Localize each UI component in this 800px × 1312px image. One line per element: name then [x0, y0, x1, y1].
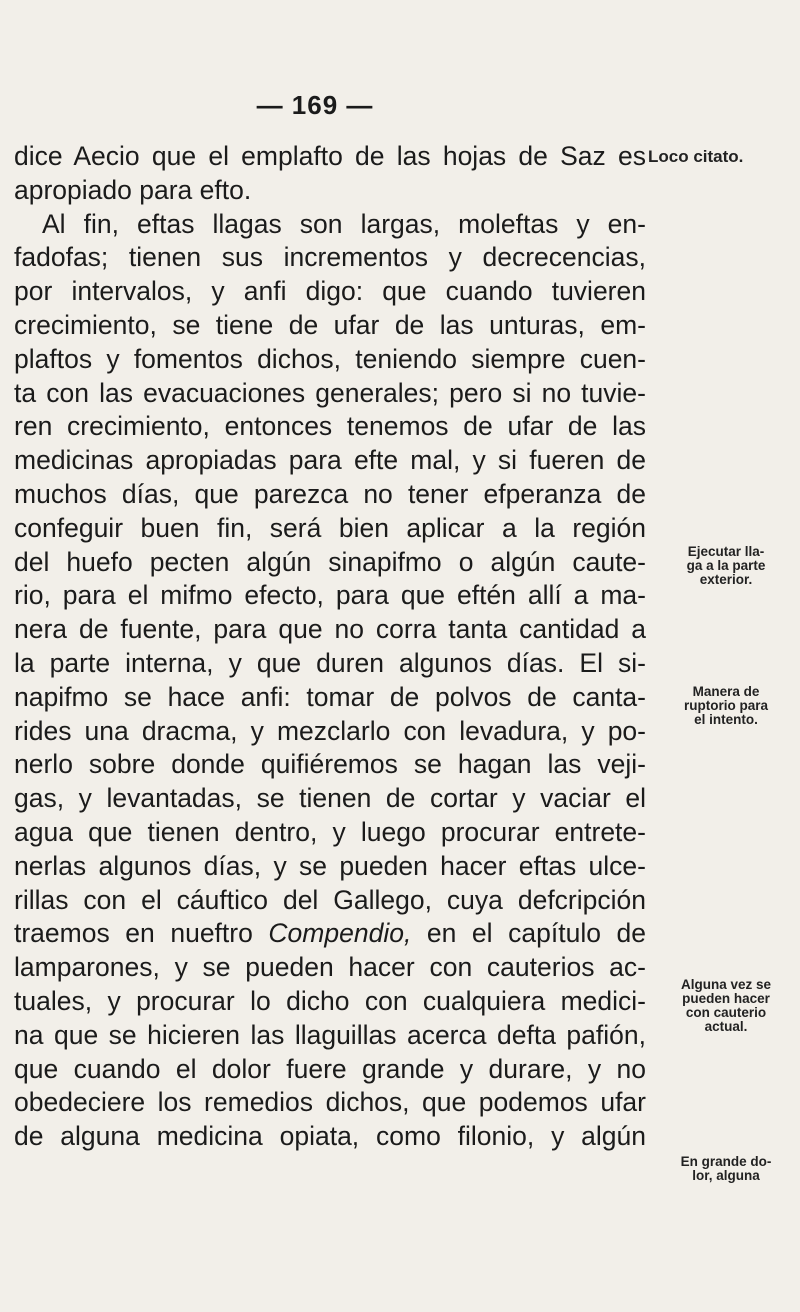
text-line: lamparones, y se pueden hacer con cauterios ac- — [14, 952, 646, 983]
text-line: na que se hicieren las llaguillas acerca defta pafión, — [14, 1019, 646, 1050]
text-line: obedeciere los remedios dichos, que podemos ufar — [14, 1087, 646, 1118]
text-line: tuales, y procurar lo dicho con cualquiera medici- — [14, 985, 646, 1016]
margin-note-manera — [652, 685, 800, 727]
text-line: Al fin, eftas llagas son largas, moleftas y en- — [42, 208, 646, 239]
text-line: nerlo sobre donde quifiéremos se hagan las veji- — [14, 749, 646, 780]
margin-note-line: lor, alguna — [692, 1168, 760, 1183]
text-line: nerlas algunos días, y se pueden hacer eftas ulce- — [14, 850, 646, 881]
text-line: que cuando el dolor fuere grande y durare, y no — [14, 1053, 646, 1084]
text-line: rio, para el mifmo efecto, para que eftén allí a ma- — [14, 580, 646, 611]
text-line: gas, y levantadas, se tienen de cortar y vaciar el — [14, 783, 646, 814]
margin-note-alguna-vez — [652, 978, 800, 1034]
text-line — [14, 917, 646, 951]
margin-note-grande-dolor — [652, 1155, 800, 1183]
text-line: medicinas apropiadas para efte mal, y si fueren de — [14, 445, 646, 476]
page-number: — 169 — — [256, 90, 374, 120]
text-line: rillas con el cáuftico del Gallego, cuya defcripción — [14, 884, 646, 915]
text-line: plaftos y fomentos dichos, teniendo siempre cuen- — [14, 343, 646, 374]
margin-note-line: actual. — [704, 1019, 748, 1034]
text-segment: en el capítulo de — [411, 918, 646, 949]
text-line: por intervalos, y anfi digo: que cuando tuvieren — [14, 276, 646, 307]
margin-note-line: Manera de — [692, 684, 760, 699]
margin-note-line: Ejecutar lla- — [687, 544, 765, 559]
margin-note-line: el intento. — [694, 712, 758, 727]
text-line: fadofas; tienen sus incrementos y decrecencias, — [14, 242, 646, 273]
margin-note-line: En grande do- — [680, 1154, 772, 1169]
margin-note-line: ga a la parte — [686, 558, 766, 573]
italic-title: Compendio, — [268, 918, 412, 949]
margin-note-line: exterior. — [699, 572, 753, 587]
text-segment: traemos en nueftro — [14, 918, 269, 949]
text-line: ren crecimiento, entonces tenemos de ufar de las — [14, 411, 646, 442]
text-line: napifmo se hace anfi: tomar de polvos de canta- — [14, 681, 646, 712]
margin-note-loco-citato — [648, 147, 796, 166]
text-line: ta con las evacuaciones generales; pero si no tuvie- — [14, 377, 646, 408]
text-line: crecimiento, se tiene de ufar de las unturas, em- — [14, 309, 646, 340]
text-line: la parte interna, y que duren algunos días. El si- — [14, 647, 646, 678]
text-line: muchos días, que parezca no tener efperanza de — [14, 478, 646, 509]
text-line: de alguna medicina opiata, como filonio, y algún — [14, 1121, 646, 1152]
margin-note-line: Alguna vez se — [680, 977, 772, 992]
text-line: nera de fuente, para que no corra tanta cantidad a — [14, 614, 646, 645]
text-line: dice Aecio que el emplafto de las hojas de Saz es — [14, 141, 646, 171]
margin-note-line: con cauterio — [685, 1005, 767, 1020]
text-line: del huefo pecten algún sinapifmo o algún caute- — [14, 546, 646, 577]
text-line: agua que tienen dentro, y luego procurar entrete- — [14, 816, 646, 847]
margin-note-line: pueden hacer — [682, 991, 770, 1006]
text-line: rides una dracma, y mezclarlo con levadura, y po- — [14, 715, 646, 746]
margin-note-ejecutar — [652, 545, 800, 587]
margin-note-line: Loco citato. — [648, 147, 744, 166]
main-text-column — [14, 140, 646, 1154]
text-line: confeguir buen fin, será bien aplicar a la región — [14, 512, 646, 543]
margin-note-line: ruptorio para — [683, 698, 768, 713]
text-line: apropiado para efto. — [14, 174, 252, 205]
